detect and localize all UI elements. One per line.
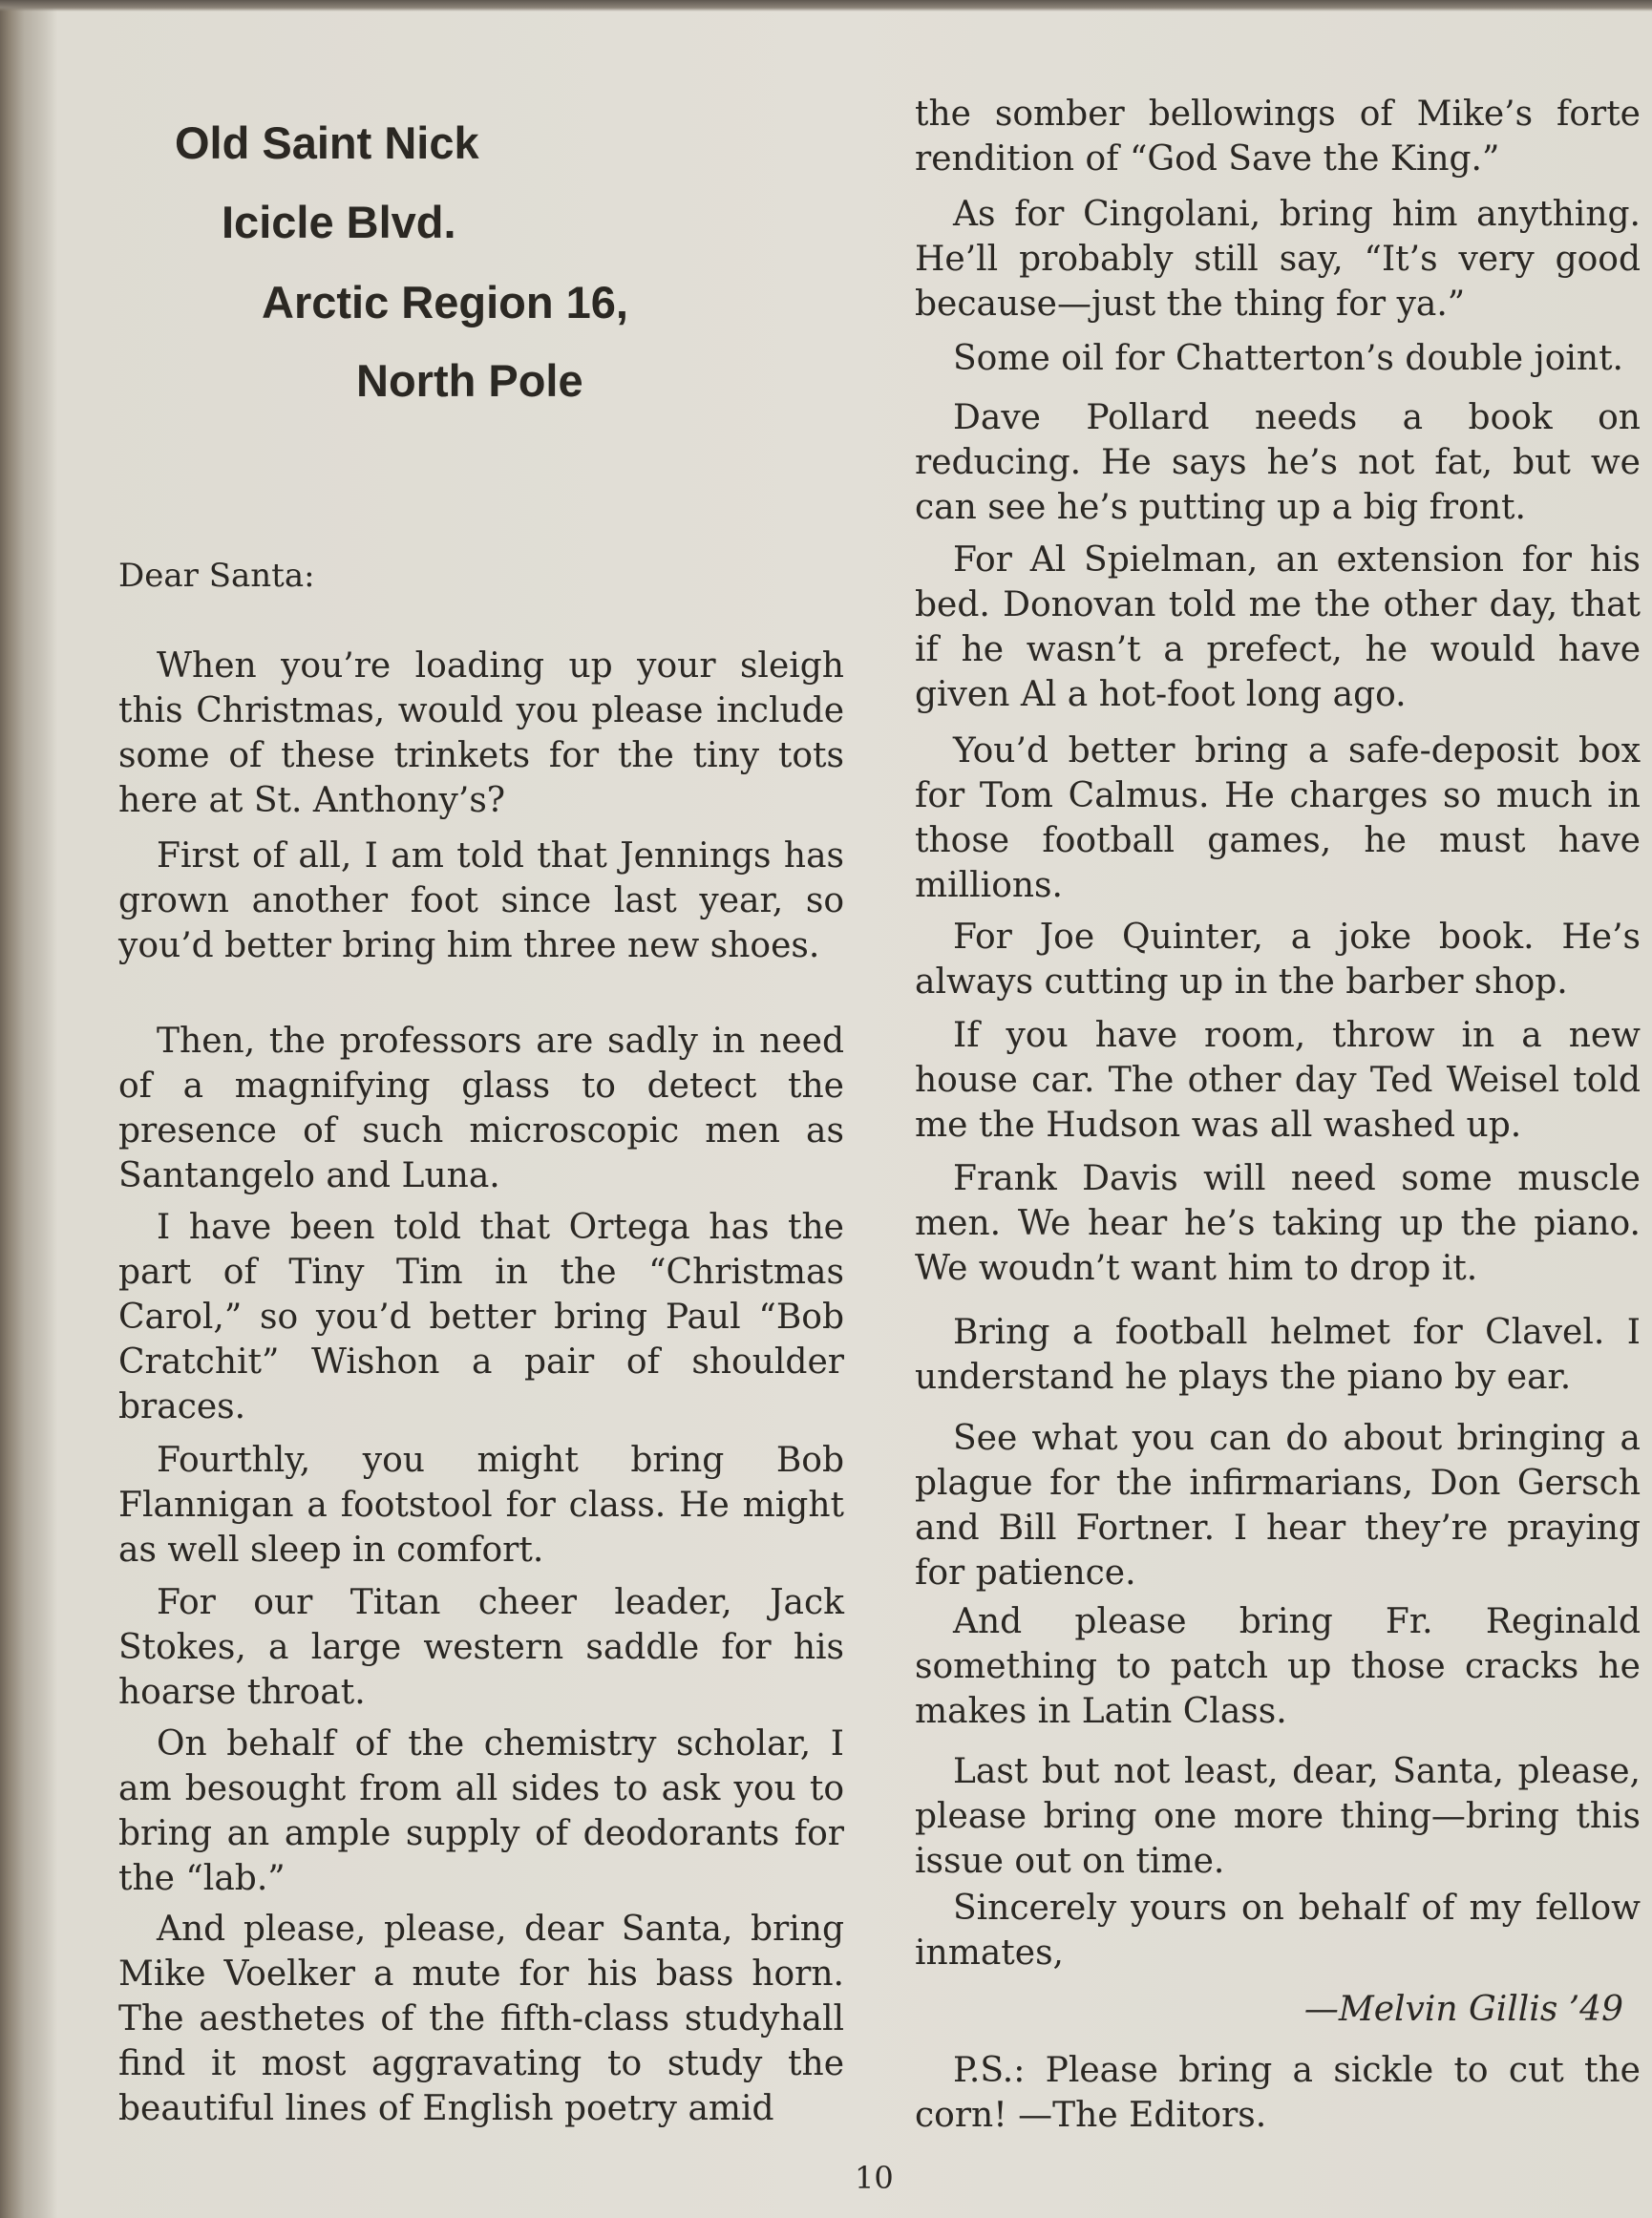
page-binding-shadow [0,0,57,2218]
right-paragraph-13: Last but not least, dear, Santa, please, please bring one more thing—bring this issue out on time. [915,1752,1641,1881]
right-paragraph-6: You’d better bring a safe-deposit box for Tom Calmus. He charges so much in those football games, he must have millions. [915,731,1641,905]
right-paragraph-10: Bring a football helmet for Clavel. I understand he plays the piano by ear. [915,1313,1641,1397]
page-number: 10 [855,2160,894,2196]
right-paragraph-11: See what you can do about bringing a plague for the infirmarians, Don Gersch and Bill Fortner. I hear they’re praying for patience. [915,1419,1641,1593]
signature: —Melvin Gillis ’49 [1303,1990,1623,2029]
right-paragraph-14: Sincerely yours on behalf of my fellow inmates, [915,1889,1641,1973]
right-paragraph-5: For Al Spielman, an extension for his bed. Donovan told me the other day, that if he wasn’t a prefect, he would have given Al a hot-foot long ago. [915,540,1641,714]
address-line-2: Icicle Blvd. [222,197,456,247]
address-line-3: Arctic Region 16, [262,277,628,327]
right-paragraph-1: the somber bellowings of Mike’s forte rendition of “God Save the King.” [915,95,1641,179]
address-line-4: North Pole [356,355,583,406]
address-line-1: Old Saint Nick [175,117,479,168]
left-paragraph-7: On behalf of the chemistry scholar, I am besought from all sides to ask you to bring an ample supply of deodorants for the “lab.” [118,1724,844,1898]
postscript: P.S.: Please bring a sickle to cut the corn! —The Editors. [915,2051,1641,2135]
right-paragraph-7: For Joe Quinter, a joke book. He’s always cutting up in the barber shop. [915,918,1641,1002]
right-paragraph-4: Dave Pollard needs a book on reducing. He says he’s not fat, but we can see he’s putting up a big front. [915,398,1641,527]
page-top-edge [0,0,1652,11]
right-paragraph-12: And please bring Fr. Reginald something to patch up those cracks he makes in Latin Class. [915,1602,1641,1731]
left-paragraph-1: When you’re loading up your sleigh this Christmas, would you please include some of these trinkets for the tiny tots here at St. Anthony’s? [118,646,844,820]
left-paragraph-6: For our Titan cheer leader, Jack Stokes, a large western saddle for his hoarse throat. [118,1583,844,1712]
left-paragraph-8: And please, please, dear Santa, bring Mike Voelker a mute for his bass horn. The aesthetes of the fifth-class studyhall find it most aggravating to study the beautiful lines of English poetry amid [118,1910,844,2128]
right-paragraph-9: Frank Davis will need some muscle men. We hear he’s taking up the piano. We woudn’t want him to drop it. [915,1159,1641,1288]
left-paragraph-5: Fourthly, you might bring Bob Flannigan a footstool for class. He might as well sleep in comfort. [118,1441,844,1570]
right-paragraph-3: Some oil for Chatterton’s double joint. [953,339,1623,378]
left-paragraph-4: I have been told that Ortega has the part of Tiny Tim in the “Christmas Carol,” so you’d better bring Paul “Bob Cratchit” Wishon a pair of shoulder braces. [118,1208,844,1426]
right-paragraph-2: As for Cingolani, bring him anything. He’ll probably still say, “It’s very good because—just the thing for ya.” [915,195,1641,324]
right-paragraph-8: If you have room, throw in a new house car. The other day Ted Weisel told me the Hudson was all washed up. [915,1016,1641,1145]
salutation: Dear Santa: [118,557,315,595]
left-paragraph-3: Then, the professors are sadly in need of a magnifying glass to detect the presence of such microscopic men as Santangelo and Luna. [118,1022,844,1195]
left-paragraph-2: First of all, I am told that Jennings has grown another foot since last year, so you’d better bring him three new shoes. [118,836,844,965]
